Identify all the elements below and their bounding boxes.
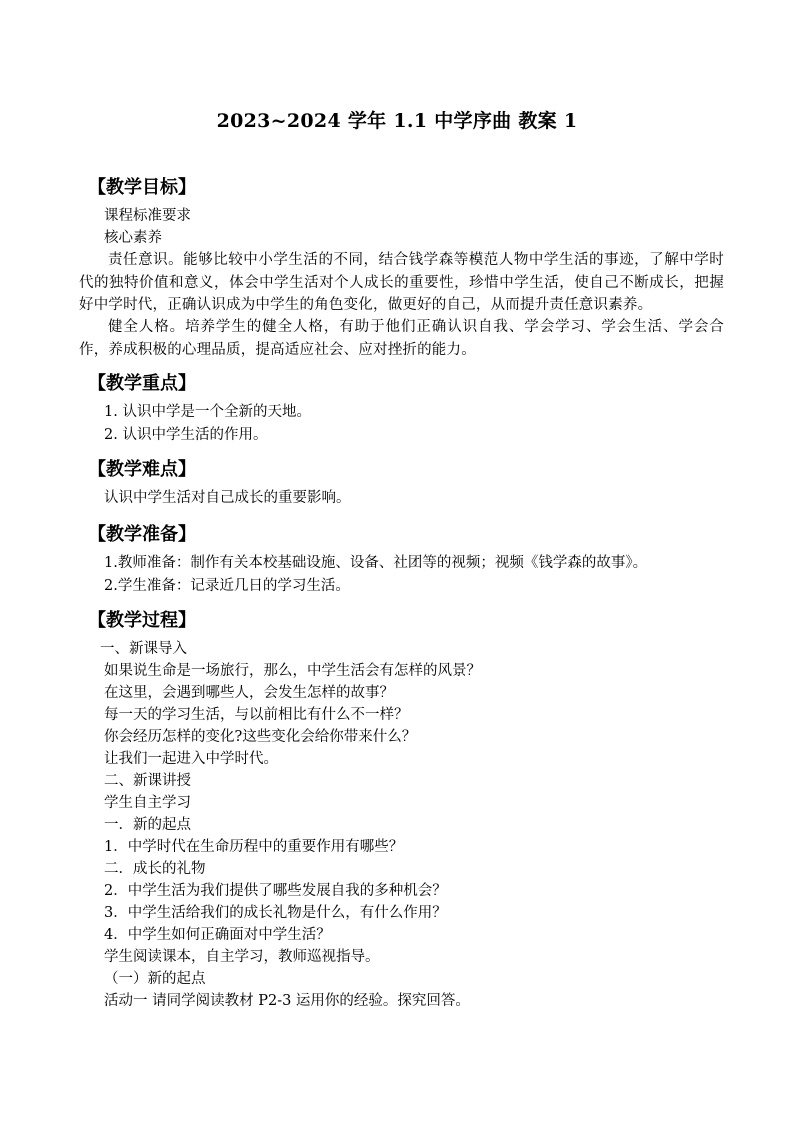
process-line: 你会经历怎样的变化?这些变化会给你带来什么？ (104, 729, 417, 745)
process-line: （一）新的起点 (104, 971, 206, 987)
difficulties-text: 认识中学生活对自己成长的重要影响。 (104, 490, 351, 506)
process-line: 一、新课导入 (100, 641, 187, 657)
process-line: 1．中学时代在生命历程中的重要作用有哪些？ (104, 839, 404, 855)
document-title: 2023~2024 学年 1.1 中学序曲 教案 1 (216, 110, 578, 132)
objectives-paragraph-personality: 健全人格。培养学生的健全人格，有助于他们正确认识自我、学会学习、学会生活、学会合作，养成积极的心理品质，提高适应社会、应对挫折的能力。 (79, 319, 724, 358)
objectives-line-standard: 课程标准要求 (104, 208, 191, 224)
process-line: 2．中学生活为我们提供了哪些发展自我的多种机会？ (104, 883, 447, 899)
process-line: 如果说生命是一场旅行，那么，中学生活会有怎样的风景？ (104, 663, 481, 679)
section-heading-objectives: 【教学目标】 (88, 177, 196, 198)
process-line: 学生阅读课本，自主学习，教师巡视指导。 (104, 949, 380, 965)
process-line: 3．中学生活给我们的成长礼物是什么，有什么作用？ (104, 905, 447, 921)
process-line: 学生自主学习 (104, 795, 191, 811)
section-heading-difficulties: 【教学难点】 (88, 459, 196, 480)
section-heading-process: 【教学过程】 (88, 610, 196, 631)
process-line: 一．新的起点 (104, 817, 191, 833)
key-point-item: 2. 认识中学生活的作用。 (104, 427, 268, 443)
process-line: 二、新课讲授 (104, 773, 191, 789)
objectives-line-core: 核心素养 (104, 230, 162, 246)
key-point-item: 1. 认识中学是一个全新的天地。 (104, 404, 311, 420)
section-heading-preparation: 【教学准备】 (88, 524, 196, 545)
process-line: 4．中学生如何正确面对中学生活？ (104, 927, 331, 943)
preparation-item: 1.教师准备：制作有关本校基础设施、设备、社团等的视频；视频《钱学森的故事》。 (104, 555, 648, 571)
objectives-paragraph-responsibility: 责任意识。能够比较中小学生活的不同，结合钱学森等模范人物中学生活的事迹，了解中学时代的独特价值和意义，体会中学生活对个人成长的重要性，珍惜中学生活，使自己不断成长，把握好中学时代，正确认识成为中学生的角色变化，做更好的自己，从而提升责任意识素养。 (79, 252, 724, 313)
process-line: 让我们一起进入中学时代。 (104, 751, 278, 767)
section-heading-key-points: 【教学重点】 (88, 373, 196, 394)
process-line: 在这里，会遇到哪些人，会发生怎样的故事？ (104, 685, 394, 701)
process-line: 活动一 请同学阅读教材 P2-3 运用你的经验。探究回答。 (104, 993, 470, 1009)
process-line: 二．成长的礼物 (104, 861, 206, 877)
preparation-item: 2.学生准备：记录近几日的学习生活。 (104, 578, 350, 594)
process-line: 每一天的学习生活，与以前相比有什么不一样？ (104, 707, 409, 723)
